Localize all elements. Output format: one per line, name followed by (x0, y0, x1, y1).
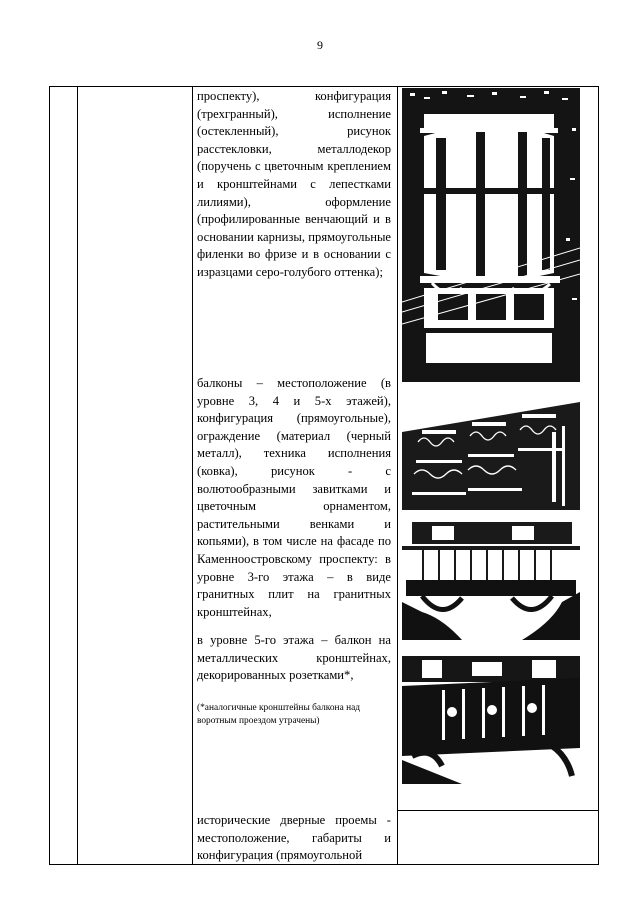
balconies-description: балконы – местоположение (в уровне 3, 4 и 5-х этажей), конфигурация (прямоугольные), ограждение (материал (черный металл), техника исполнения (ковка), рисунок - с волютообразными завитками и цветочным орнаментом, растительными венками и копьями), в том числе на фасаде по Каменноостровскому проспекту: в уровне 3-го этажа – в виде гранитных плит на гранитных кронштейнах, (197, 376, 391, 619)
column-divider-2 (192, 86, 193, 865)
photo-balcony-railing (402, 522, 580, 640)
doorways-description: исторические дверные проемы - местоположение, габариты и конфигурация (прямоугольной (197, 813, 391, 863)
balcony-5th-floor-description: в уровне 5-го этажа – балкон на металлических кронштейнах, декорированных розетками*, (197, 633, 391, 683)
table-top-border (49, 86, 599, 87)
photo-cell-divider (397, 810, 598, 811)
footnote: (*аналогичные кронштейны балкона над воротным проездом утрачены) (197, 703, 361, 726)
table-right-border (598, 86, 599, 865)
page-number: 9 (317, 38, 323, 52)
photo-balconies-row (402, 402, 580, 510)
photo-balcony-brackets (402, 656, 580, 784)
column-divider-3 (397, 86, 398, 865)
column-divider-1 (77, 86, 78, 865)
bay-window-description: проспекту), конфигурация (трехгранный), исполнение (остекленный), рисунок расстекловки, металлодекор (поручень с цветочным креплением и кронштейнами с лепестками лилиями), оформление (профилированные венчающий и в основании карнизы, прямоугольные филенки во фризе и в основании с изразцами серо-голубого оттенка); (197, 89, 391, 279)
photo-bay-window (402, 88, 580, 382)
table-left-border (49, 86, 50, 865)
